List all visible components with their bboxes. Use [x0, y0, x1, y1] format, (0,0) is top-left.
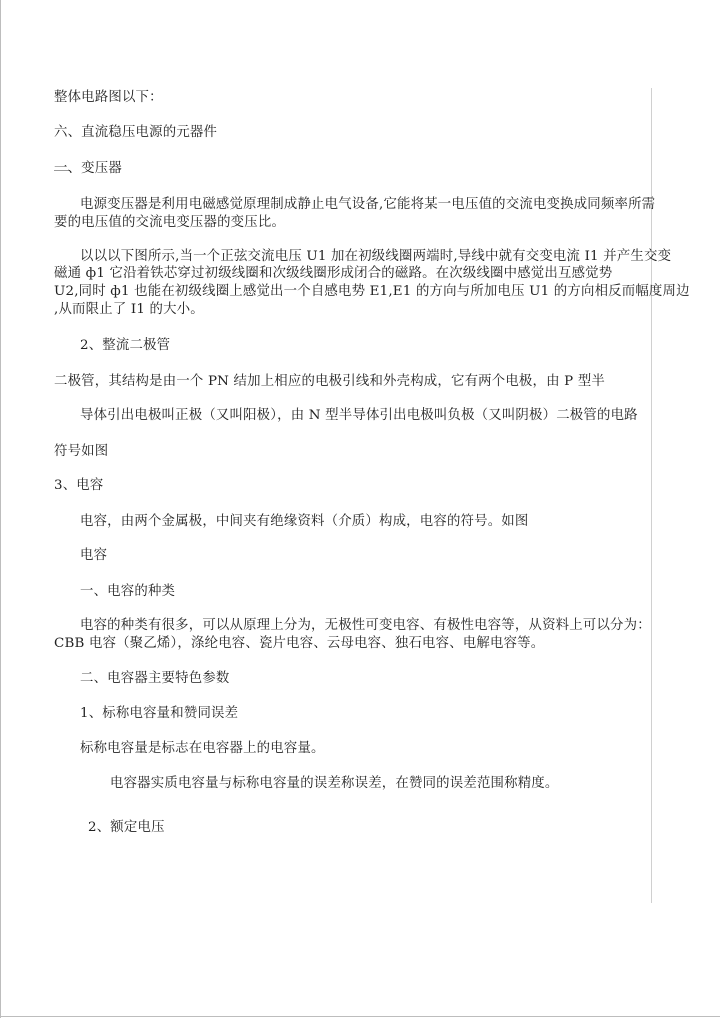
- paragraph-line: 磁通 ф1 它沿着铁芯穿过初级线圈和次级线圈形成闭合的磁路。在次级线圈中感觉出互感觉势: [54, 266, 613, 281]
- text-line: 整体电路图以下：: [54, 90, 163, 105]
- paragraph-line: 标称电容量是标志在电容器上的电容量。: [80, 741, 325, 756]
- paragraph-line: 二极管，其结构是由一个 PN 结加上相应的电极引线和外壳构成，它有两个电极，由 P 型半: [54, 374, 606, 389]
- paragraph-line: 电源变压器是利用电磁感觉原理制成静止电气设备,它能将某一电压值的交流电变换成同频率所需: [80, 197, 656, 212]
- paragraph-line: 符号如图: [54, 444, 109, 459]
- subsection-heading: 一、电容的种类: [80, 584, 176, 599]
- paragraph-line: 以以以下图所示,当一个正弦交流电压 U1 加在初级线圈两端时,导线中就有交变电流 I1 并产生交变: [80, 249, 672, 264]
- page-bottom-edge: [0, 1016, 720, 1017]
- margin-tick: [651, 156, 652, 170]
- paragraph-line: CBB 电容（聚乙烯），涤纶电容、瓷片电容、云母电容、独石电容、电解电容等。: [54, 636, 545, 651]
- subsection-heading: 二、电容器主要特色参数: [80, 671, 230, 686]
- paragraph-line: 电容器实质电容量与标称电容量的误差称误差，在赞同的误差范围称精度。: [110, 776, 559, 791]
- paragraph-line: 导体引出电极叫正极（又叫阳极），由 N 型半导体引出电极叫负极（又叫阴极）二极管的电路: [80, 408, 638, 423]
- subsection-heading: 一、变压器: [54, 161, 122, 176]
- subsection-heading: 3、电容: [54, 478, 104, 493]
- paragraph-line: 电容，由两个金属极，中间夹有绝缘资料（介质）构成，电容的符号。如图: [80, 514, 529, 529]
- paragraph-line: 要的电压值的交流电变压器的变压比。: [54, 215, 286, 230]
- page-left-edge: [0, 0, 1, 1018]
- paragraph-line: 电容: [80, 548, 108, 563]
- subsection-heading: 2、整流二极管: [80, 338, 171, 353]
- subsection-heading: 2、额定电压: [88, 820, 165, 835]
- subsection-heading: 1、标称电容量和赞同误差: [80, 706, 239, 721]
- paragraph-line: U2,同时 ф1 也能在初级线圈上感觉出一个自感电势 E1,E1 的方向与所加电压 U1 的方向相反而幅度周边: [54, 284, 690, 299]
- section-heading: 六、直流稳压电源的元器件: [54, 125, 218, 140]
- paragraph-line: ,从而限止了 I1 的大小。: [54, 302, 204, 317]
- paragraph-line: 电容的种类有很多，可以从原理上分为，无极性可变电容、有极性电容等，从资料上可以分为：: [80, 618, 651, 633]
